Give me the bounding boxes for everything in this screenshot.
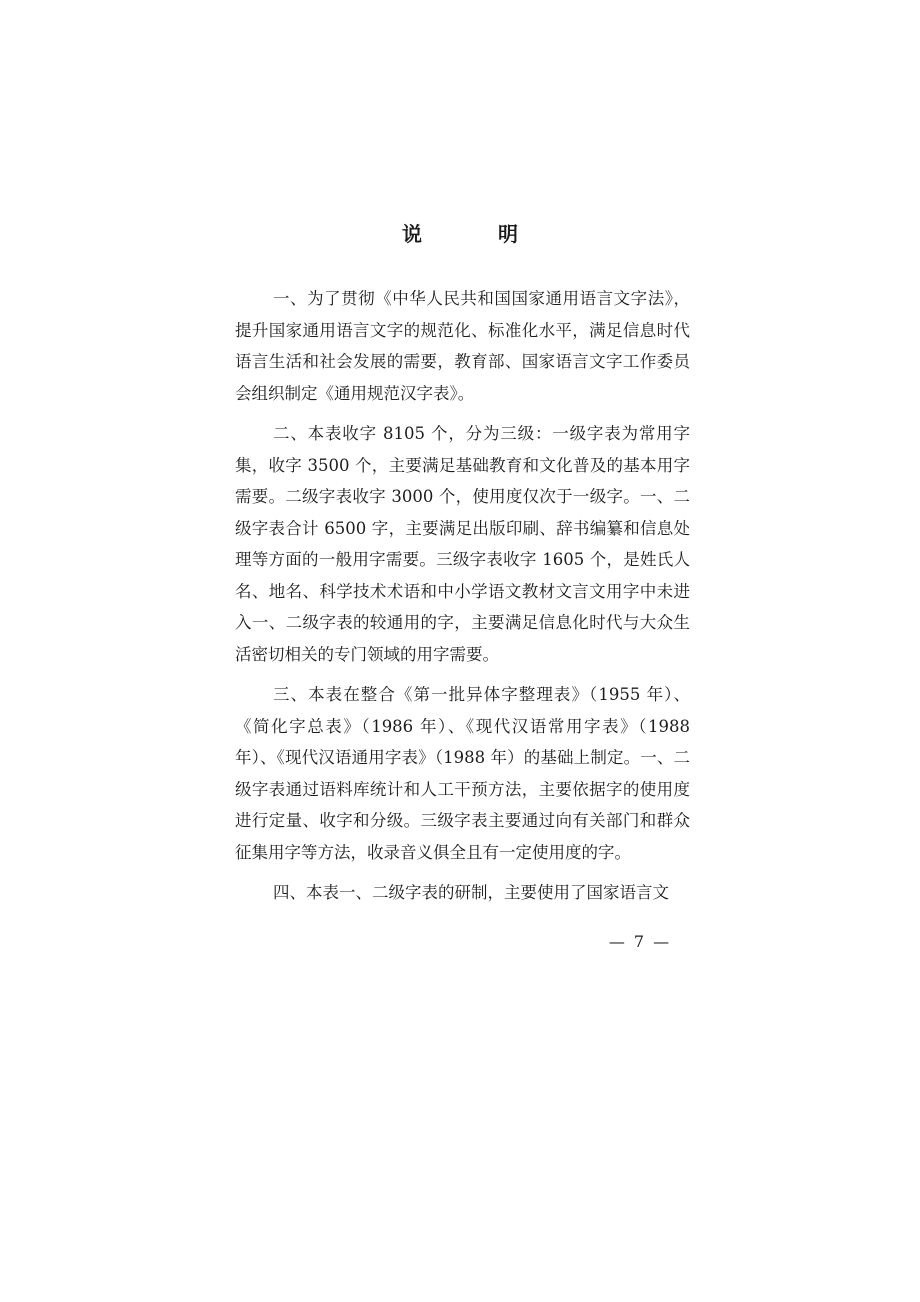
paragraph-2: 二、本表收字 8105 个，分为三级：一级字表为常用字集，收字 3500 个，主要满足基础教育和文化普及的基本用字需要。二级字表收字 3000 个，使用度仅次于一级字。一、二级字表合计 6500 字，主要满足出版印刷、辞书编纂和信息处理等方面的一般用字需要。三级字表收字 1605 个，是姓氏人名、地名、科学技术术语和中小学语文教材文言文用字中未进入一、二级字表的较通用的字，主要满足信息化时代与大众生活密切相关的专门领域的用字需要。 [235,424,690,664]
page-number: — 7 — [608,932,672,951]
body-text [235,283,690,918]
paragraph-1: 一、为了贯彻《中华人民共和国国家通用语言文字法》，提升国家通用语言文字的规范化、标准化水平，满足信息时代语言生活和社会发展的需要，教育部、国家语言文字工作委员会组织制定《通用规范汉字表》。 [235,289,690,403]
paragraph-4: 四、本表一、二级字表的研制，主要使用了国家语言文 [273,883,669,902]
page-title: 说 明 [402,222,546,246]
paragraph-3: 三、本表在整合《第一批异体字整理表》（1955 年）、《简化字总表》（1986 年）、《现代汉语常用字表》（1988 年）、《现代汉语通用字表》（1988 年）的基础上制定。一、二级字表通过语料库统计和人工干预方法，主要依据字的使用度进行定量、收字和分级。三级字表主要通过向有关部门和群众征集用字等方法，收录音义俱全且有一定使用度的字。 [235,685,690,862]
